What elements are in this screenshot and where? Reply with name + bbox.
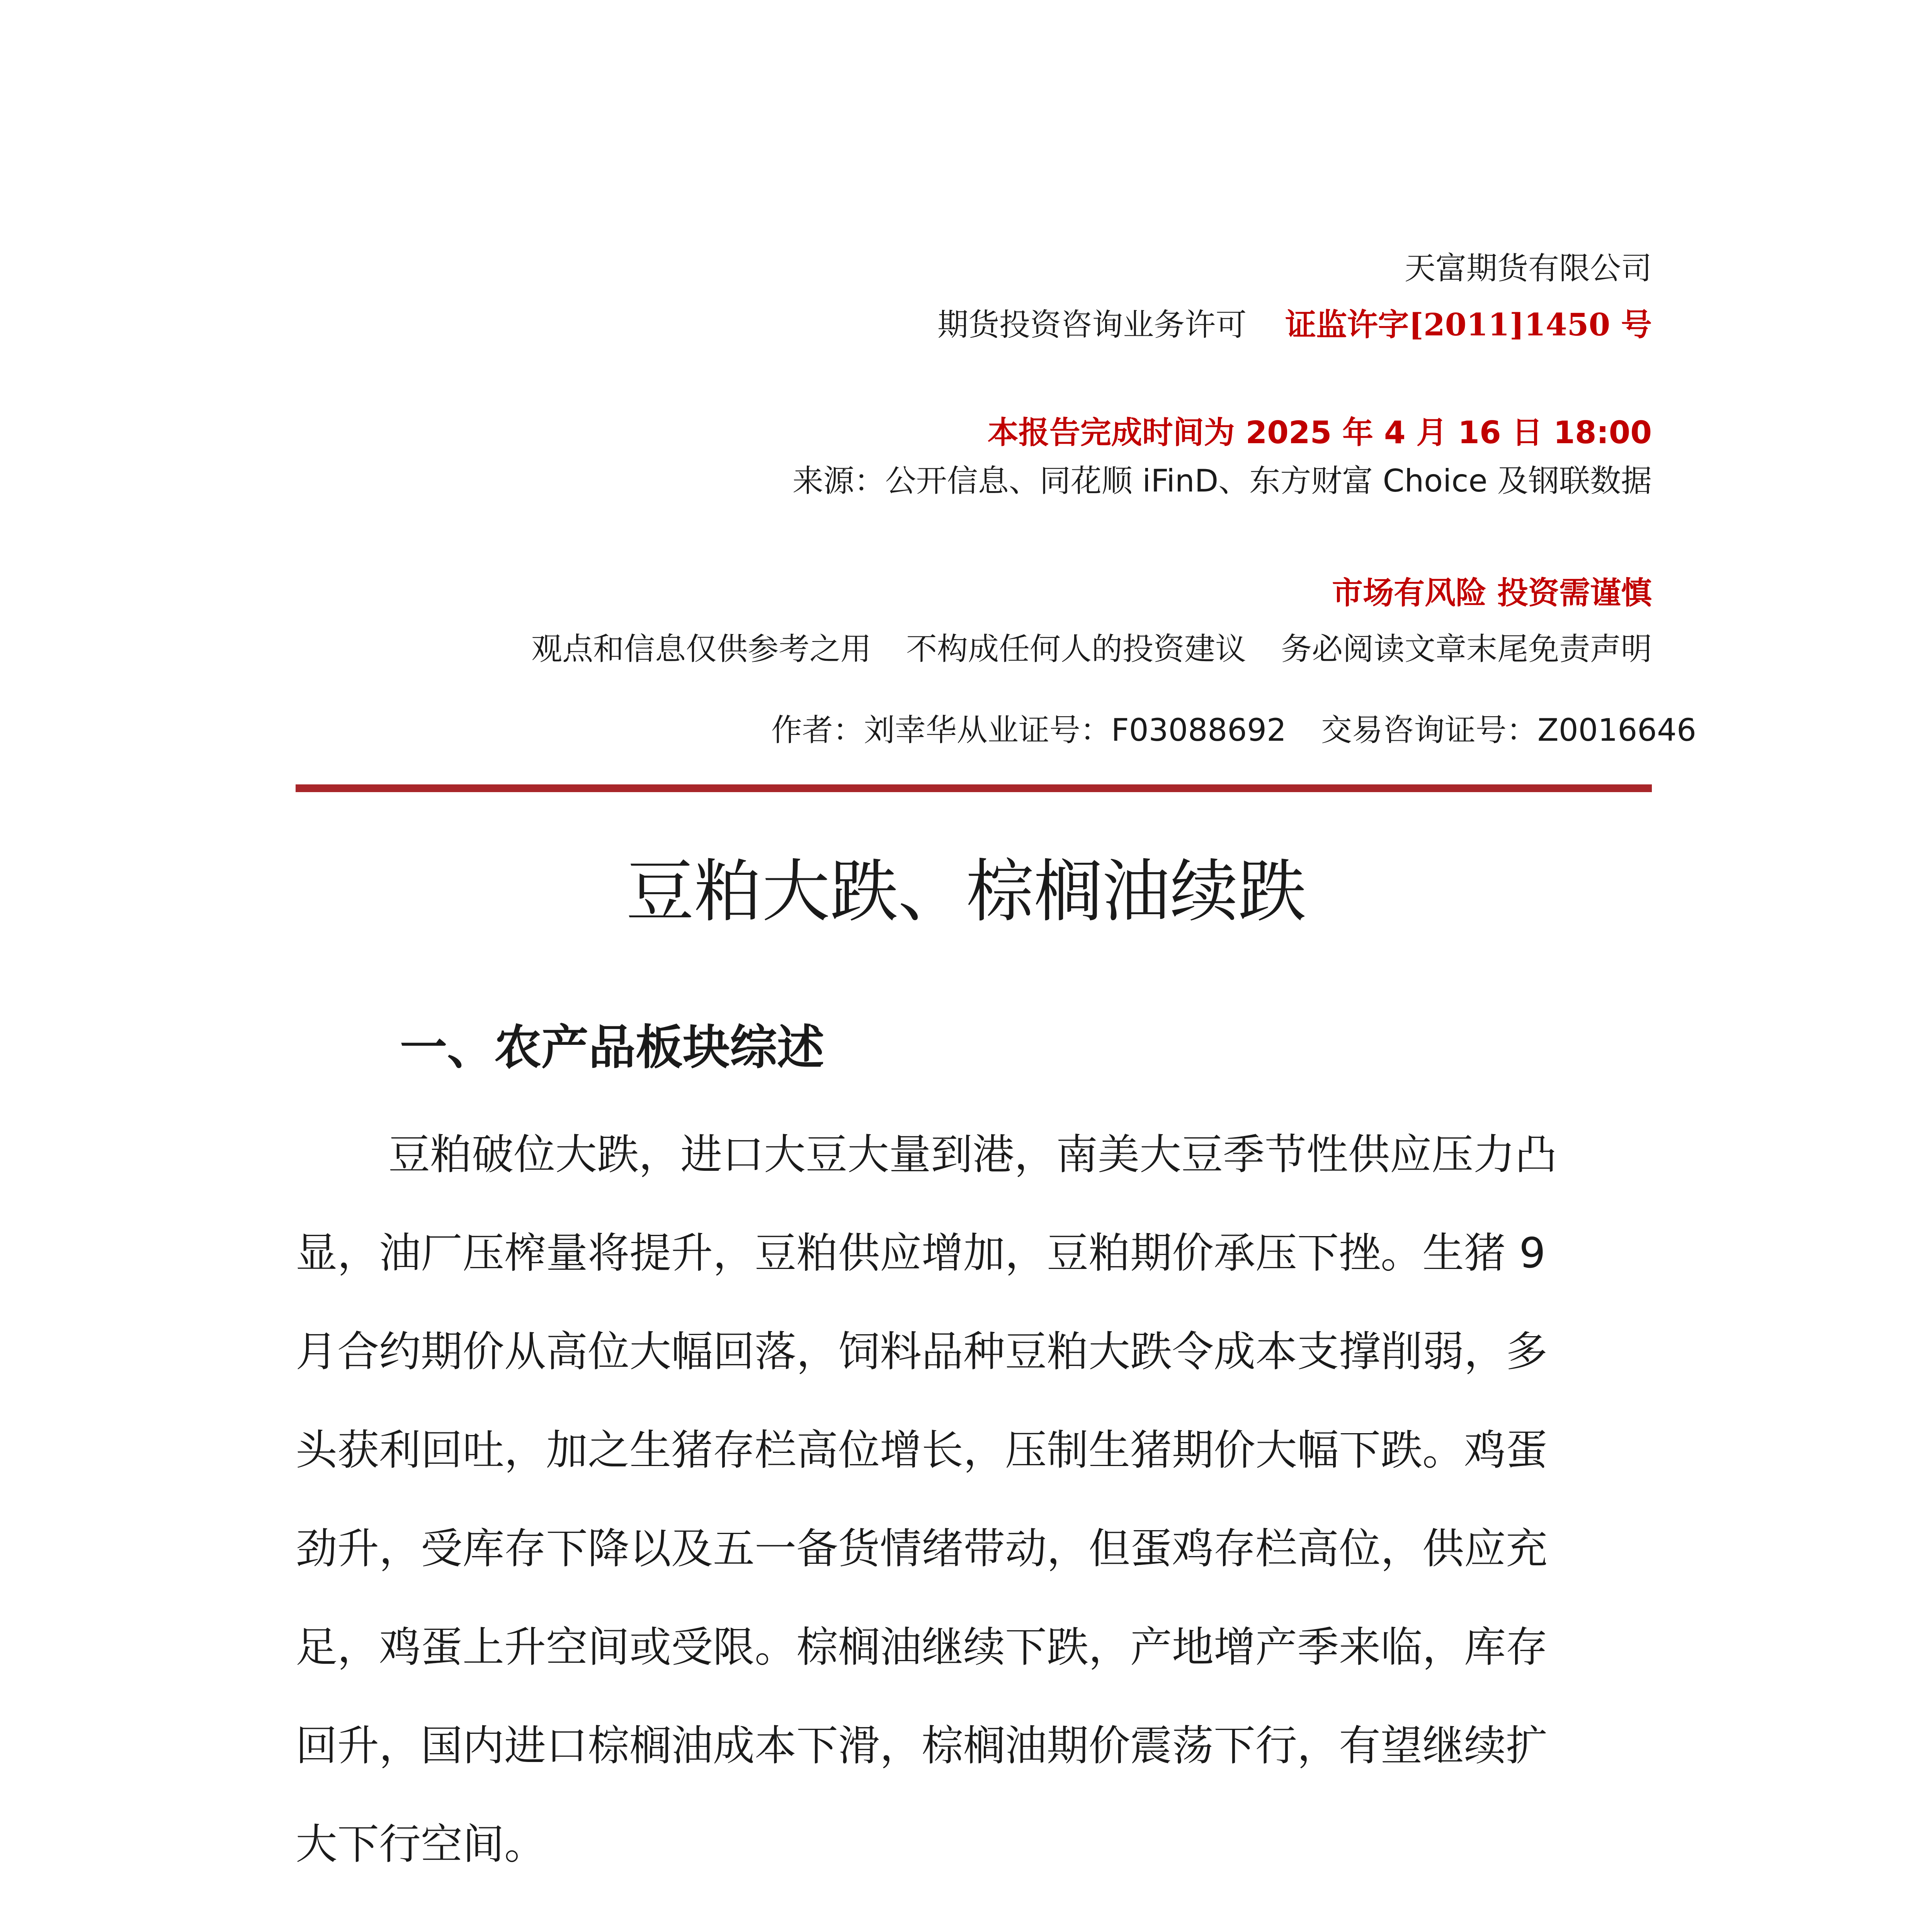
paragraph-line: 回升，国内进口棕榈油成本下滑，棕榈油期价震荡下行，有望继续扩 <box>296 1722 1548 1770</box>
license-label: 期货投资咨询业务许可 <box>937 307 1247 343</box>
completion-time: 本报告完成时间为 2025 年 4 月 16 日 18:00 <box>987 415 1652 451</box>
license-line <box>937 306 1652 343</box>
license-number: 证监许字[2011]1450 号 <box>1285 306 1652 343</box>
disclaimer-not-advice: 不构成任何人的投资建议 <box>906 631 1246 667</box>
author-line <box>771 712 1696 748</box>
paragraph-line: 头获利回吐，加之生猪存栏高位增长，压制生猪期价大幅下跌。鸡蛋 <box>296 1426 1548 1475</box>
page-title: 豆粕大跌、棕榈油续跌 <box>626 852 1306 931</box>
paragraph-line: 足，鸡蛋上升空间或受限。棕榈油继续下跌，产地增产季来临，库存 <box>296 1623 1548 1672</box>
section-heading-overview: 一、农产品板块综述 <box>400 1020 824 1075</box>
paragraph-line: 大下行空间。 <box>296 1820 546 1869</box>
paragraph-line: 显，油厂压榨量将提升，豆粕供应增加，豆粕期价承压下挫。生猪 9 <box>296 1229 1546 1277</box>
paragraph-line: 豆粕破位大跌，进口大豆大量到港，南美大豆季节性供应压力凸 <box>388 1131 1557 1179</box>
disclaimer-reference: 观点和信息仅供参考之用 <box>531 631 871 667</box>
disclaimer-read-notice: 务必阅读文章末尾免责声明 <box>1281 631 1652 667</box>
author-info: 作者：刘幸华从业证号：F03088692 <box>771 712 1286 748</box>
header-divider <box>296 784 1652 792</box>
consult-cert: 交易咨询证号：Z0016646 <box>1321 712 1696 748</box>
risk-warning: 市场有风险 投资需谨慎 <box>1332 575 1652 611</box>
paragraph-line: 月合约期价从高位大幅回落，饲料品种豆粕大跌令成本支撑削弱，多 <box>296 1328 1548 1376</box>
data-source: 来源：公开信息、同花顺 iFinD、东方财富 Choice 及钢联数据 <box>792 463 1652 499</box>
company-name: 天富期货有限公司 <box>1405 250 1652 286</box>
disclaimer-line <box>531 631 1652 667</box>
paragraph-line: 劲升，受库存下降以及五一备货情绪带动，但蛋鸡存栏高位，供应充 <box>296 1525 1548 1573</box>
